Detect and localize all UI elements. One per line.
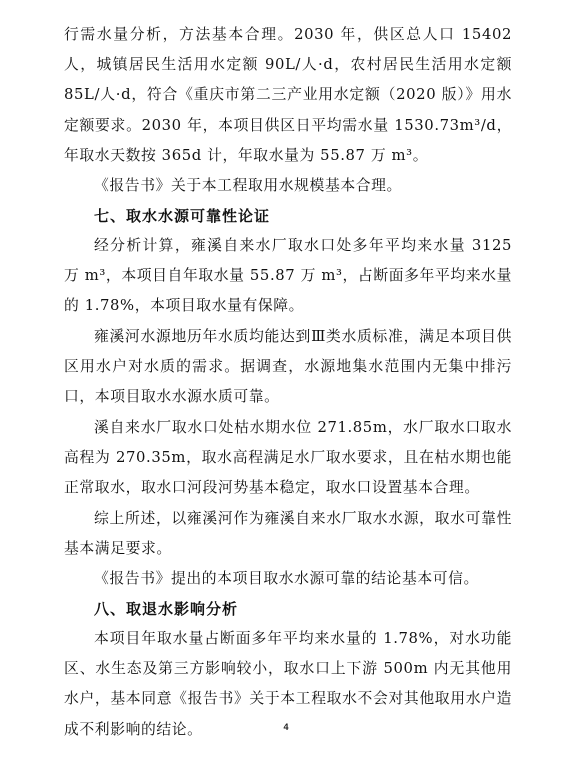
paragraph-water-quality: 雍溪河水源地历年水质均能达到Ⅲ类水质标准，满足本项目供区用水户对水质的需求。据调查，水源地集水范围内无集中排污口，本项目取水水源水质可靠。 — [64, 328, 512, 406]
paragraph-reliability-conclusion: 《报告书》提出的本项目取水水源可靠的结论基本可信。 — [94, 570, 479, 587]
paragraph-water-availability: 经分析计算，雍溪自来水厂取水口处多年平均来水量 3125 万 m³，本项目自年取水量 55.87 万 m³，占断面多年平均来水量的 1.78%，本项目取水量有保障。 — [64, 237, 512, 315]
paragraph-scale-conclusion: 《报告书》关于本工程取用水规模基本合理。 — [94, 177, 402, 194]
paragraph-intake-elevation: 溪自来水厂取水口处枯水期水位 271.85m，水厂取水口取水高程为 270.35m，取水高程满足水厂取水要求，且在枯水期也能正常取水，取水口河段河势基本稳定，取水口设置基本合理。 — [64, 419, 512, 497]
paragraph-impact-analysis: 本项目年取水量占断面多年平均来水量的 1.78%，对水功能区、水生态及第三方影响较小，取水口上下游 500m 内无其他用水户，基本同意《报告书》关于本工程取水不会对其他取用水户造成不利影响的结论。 — [64, 630, 512, 738]
paragraph-summary: 综上所述，以雍溪河作为雍溪自来水厂取水水源，取水可靠性基本满足要求。 — [64, 510, 512, 558]
section-heading-7: 七、取水水源可靠性论证 — [94, 207, 271, 225]
page-number: 4 — [283, 722, 289, 732]
section-heading-8: 八、取退水影响分析 — [94, 600, 239, 618]
paragraph-water-demand: 行需水量分析，方法基本合理。2030 年，供区总人口 15402 人，城镇居民生活用水定额 90L/人·d，农村居民生活用水定额 85L/人·d，符合《重庆市第二三产业用水定额（2020 版）》用水定额要求。2030 年，本项目供区日平均需水量 1530.73m³/d，年取水天数按 365d 计，年取水量为 55.87 万 m³。 — [64, 26, 512, 164]
